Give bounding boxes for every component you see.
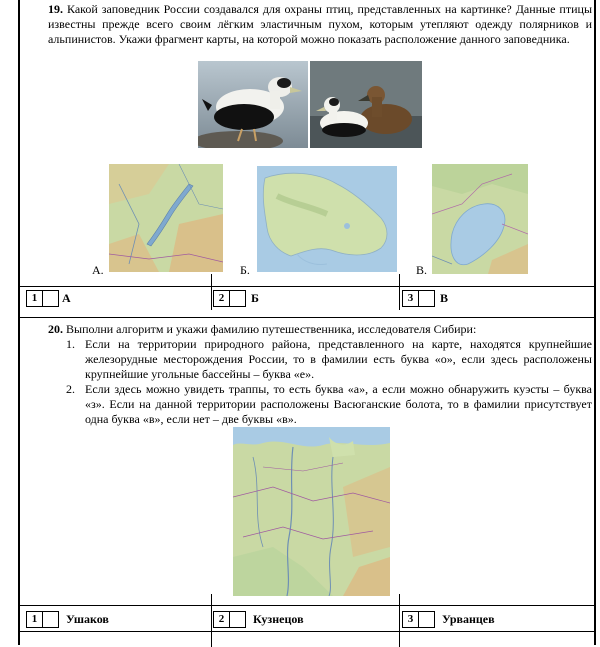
question-20-intro-text: Выполни алгоритм и укажи фамилию путешественника, исследователя Сибири: — [66, 322, 477, 336]
map-b-label: Б. — [240, 263, 250, 277]
map-b — [257, 166, 397, 272]
answer-checkbox[interactable] — [42, 290, 59, 307]
question-19-body: Какой заповедник России создавался для охраны птиц, представленных на картинке? Данные птицы известны прежде всего своим лёгким эластичным пухом, которым утепляют одежду полярников и альпинистов. Укажи фрагмент карты, на которой можно показать расположение данного заповедника. — [48, 2, 593, 46]
option-number: 1 — [26, 290, 43, 307]
eider-photo-right — [310, 61, 422, 148]
step-2-number: 2. — [66, 382, 75, 396]
answer-checkbox[interactable] — [42, 611, 59, 628]
siberia-map — [233, 427, 390, 596]
option-number: 3 — [402, 611, 419, 628]
answer-row-19 — [20, 287, 594, 309]
question-divider — [20, 317, 594, 318]
map-v — [432, 164, 528, 274]
answer-row-20-top-line — [20, 605, 594, 606]
bottom-line — [20, 631, 594, 632]
step-2-text: Если здесь можно увидеть траппы, то есть буква «а», а если можно обнаружить куэсты – буква «з». Если на данной территории расположены Васюганские болота, то в фамилии присутствует одна буква «в», если нет – две буквы «в». — [85, 382, 592, 426]
divider — [211, 594, 212, 647]
question-19-text — [48, 2, 592, 47]
option-label: А — [62, 291, 71, 305]
question-20-intro — [48, 322, 592, 337]
option-number: 2 — [213, 290, 230, 307]
step-2 — [66, 382, 592, 427]
answer-checkbox[interactable] — [229, 290, 246, 307]
option-label: Ушаков — [66, 612, 109, 626]
option-number: 2 — [213, 611, 230, 628]
divider — [211, 274, 212, 310]
option-label: Б — [251, 291, 259, 305]
option-number: 1 — [26, 611, 43, 628]
divider — [399, 274, 400, 310]
answer-checkbox[interactable] — [418, 290, 435, 307]
option-label: Кузнецов — [253, 612, 304, 626]
answer-row-20 — [20, 608, 594, 630]
option-number: 3 — [402, 290, 419, 307]
question-20-number: 20. — [48, 322, 63, 336]
answer-checkbox[interactable] — [229, 611, 246, 628]
map-a-label: А. — [92, 263, 104, 277]
step-1 — [66, 337, 592, 382]
eider-photo-left — [198, 61, 308, 148]
option-label: В — [440, 291, 449, 305]
divider — [399, 594, 400, 647]
option-label: Урванцев — [442, 612, 495, 626]
answer-checkbox[interactable] — [418, 611, 435, 628]
question-19-number: 19. — [48, 2, 63, 16]
step-1-text: Если на территории природного района, представленного на карте, находятся крупнейшие железорудные месторождения России, то в фамилии есть буква «о», если здесь расположены крупнейшие угольные бассейны – буква «е». — [85, 337, 592, 381]
map-a — [109, 164, 223, 272]
map-v-label: В. — [416, 263, 428, 277]
step-1-number: 1. — [66, 337, 75, 351]
